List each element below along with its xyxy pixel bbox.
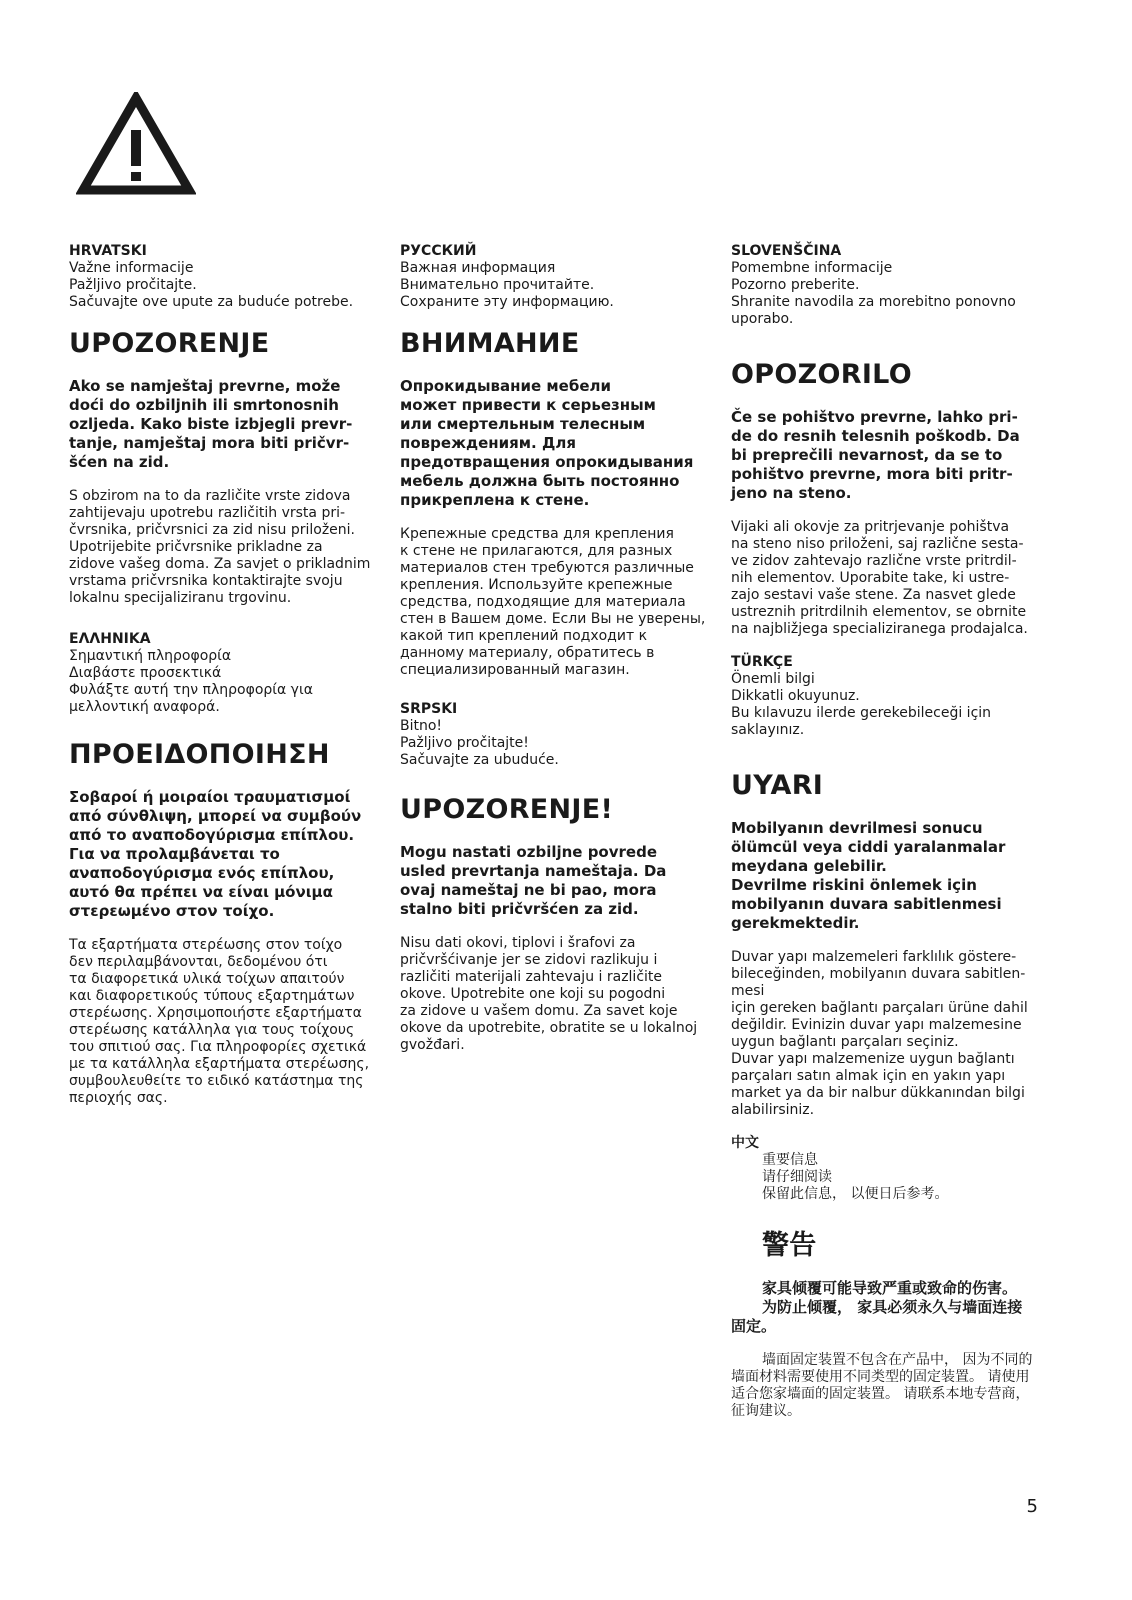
- info-line: Важная информация: [400, 260, 556, 276]
- info-line: 重要信息: [762, 1152, 818, 1168]
- lead-line: ovaj nameštaj ne bi pao, mora: [400, 881, 657, 899]
- warning-body: [731, 519, 1049, 638]
- warning-lead: [69, 788, 387, 921]
- info-line: Сохраните эту информацию.: [400, 294, 614, 310]
- body-line: δεν περιλαμβάνονται, δεδομένου ότι: [69, 954, 328, 970]
- info-line: Bu kılavuzu ilerde gerekebileceği için: [731, 705, 992, 721]
- body-line: okove. Upotrebite one koji su pogodni: [400, 986, 666, 1002]
- body-line: pričvršćivanje jer se zidovi razlikuju i: [400, 952, 658, 968]
- warning-lead: [731, 1279, 1049, 1336]
- info-line: 请仔细阅读: [762, 1169, 832, 1185]
- body-line: Vijaki ali okovje za pritrjevanje pohištva: [731, 519, 1010, 535]
- info-line: Pažljivo pročitajte.: [69, 277, 197, 293]
- body-line: 墙面固定装置不包含在产品中， 因为不同的: [762, 1352, 1033, 1368]
- body-line: με τα κατάλληλα εξαρτήματα στερέωσης,: [69, 1056, 370, 1072]
- body-line: S obzirom na to da različite vrste zidova: [69, 488, 351, 504]
- column-1: [69, 243, 387, 1123]
- lead-line: αυτό θα πρέπει να είναι μόνιμα: [69, 883, 333, 901]
- body-line: zajo sestavi vaše stene. Za nasvet glede: [731, 587, 1016, 603]
- lead-line: bi preprečili nevarnost, da se to: [731, 446, 1003, 464]
- body-line: Upotrijebite pričvrsnike prikladne za: [69, 539, 323, 555]
- lead-line: Mobilyanın devrilmesi sonucu: [731, 819, 983, 837]
- body-line: različiti materijali zahtevaju i različite: [400, 969, 663, 985]
- section-0-1: [69, 631, 387, 1107]
- lead-line: ölümcül veya ciddi yaralanmalar: [731, 838, 1006, 856]
- warning-heading: ΠΡΟΕΙΔΟΠΟΙΗΣΗ: [69, 739, 330, 770]
- lead-line: αναποδογύρισμα ενός επίπλου,: [69, 864, 335, 882]
- lead-line: ozljeda. Kako biste izbjegli prevr-: [69, 415, 353, 433]
- lead-line: прикреплена к стене.: [400, 491, 590, 509]
- body-line: какой тип креплений подходит к: [400, 628, 648, 644]
- body-line: market ya da bir nalbur dükkanından bilgi: [731, 1085, 1025, 1101]
- lead-line: 固定。: [731, 1317, 777, 1335]
- lead-line: Опрокидывание мебели: [400, 377, 611, 395]
- warning-lead: [400, 843, 718, 919]
- body-line: στερέωσης κατάλληλα για τους τοίχους: [69, 1022, 355, 1038]
- column-3: [731, 243, 1049, 1436]
- language-label: РУССКИЙ: [400, 243, 477, 259]
- warning-heading: ВНИМАНИЕ: [400, 328, 580, 359]
- body-line: специализированный магазин.: [400, 662, 630, 678]
- body-line: 墙面材料需要使用不同类型的固定装置。 请使用: [731, 1369, 1030, 1385]
- lead-line: στερεωμένο στον τοίχο.: [69, 902, 275, 920]
- body-line: стен в Вашем доме. Если Вы не уверены,: [400, 611, 706, 627]
- info-line: Διαβάστε προσεκτικά: [69, 665, 222, 681]
- body-line: mesi: [731, 983, 765, 999]
- lead-line: από σύνθλιψη, μπορεί να συμβούν: [69, 807, 362, 825]
- info-line: Pažljivo pročitajte!: [400, 735, 529, 751]
- lead-line: или смертельным телесным: [400, 415, 646, 433]
- info-line: Dikkatli okuyunuz.: [731, 688, 860, 704]
- warning-body: [69, 488, 387, 607]
- warning-lead: [731, 819, 1049, 933]
- body-line: материалов стен требуются различные: [400, 560, 694, 576]
- body-line: parçaları satın almak için en yakın yapı: [731, 1068, 1006, 1084]
- info-line: Внимательно прочитайте.: [400, 277, 595, 293]
- section-2-1: [731, 654, 1049, 1119]
- body-line: ve zidov zahtevajo različne vrste pritrdil-: [731, 553, 1017, 569]
- language-label: SRPSKI: [400, 701, 458, 717]
- info-line: Φυλάξτε αυτή την πληροφορία για: [69, 682, 313, 698]
- info-line: μελλοντική αναφορά.: [69, 699, 220, 715]
- body-line: için gereken bağlantı parçaları ürüne dahil: [731, 1000, 1028, 1016]
- warning-body: [400, 526, 718, 679]
- body-line: uygun bağlantı parçaları seçiniz.: [731, 1034, 959, 1050]
- lead-line: 为防止倾覆， 家具必须永久与墙面连接: [762, 1298, 1023, 1316]
- language-label: HRVATSKI: [69, 243, 147, 259]
- body-line: συμβουλευθείτε το ειδικό κατάστημα της: [69, 1073, 364, 1089]
- body-line: ustreznih pritrdilnih elementov, se obrnite: [731, 604, 1027, 620]
- warning-body: [400, 935, 718, 1054]
- body-line: na steno niso priloženi, saj različne sesta-: [731, 536, 1024, 552]
- body-line: Τα εξαρτήματα στερέωσης στον τοίχο: [69, 937, 343, 953]
- info-line: Σημαντική πληροφορία: [69, 648, 232, 664]
- lead-line: Devrilme riskini önlemek için: [731, 876, 977, 894]
- body-line: değildir. Evinizin duvar yapı malzemesine: [731, 1017, 1022, 1033]
- section-1-0: [400, 243, 718, 679]
- lead-line: šćen na zid.: [69, 453, 170, 471]
- warning-lead: [69, 377, 387, 472]
- body-line: 征询建议。: [731, 1403, 801, 1419]
- info-line: Bitno!: [400, 718, 443, 734]
- lead-line: Σοβαροί ή μοιραίοι τραυματισμοί: [69, 788, 351, 806]
- lead-line: jeno na steno.: [731, 484, 852, 502]
- body-line: zidove vašeg doma. Za savjet o prikladnim: [69, 556, 371, 572]
- lead-line: Mogu nastati ozbiljne povrede: [400, 843, 657, 861]
- info-line: saklayınız.: [731, 722, 805, 738]
- lead-line: может привести к серьезным: [400, 396, 656, 414]
- body-line: средства, подходящие для материала: [400, 594, 686, 610]
- lead-line: 家具倾覆可能导致严重或致命的伤害。: [762, 1279, 1018, 1297]
- warning-heading: UPOZORENJE: [69, 328, 270, 359]
- body-line: zahtijevaju upotrebu različitih vrsta pri-: [69, 505, 346, 521]
- body-line: крепления. Используйте крепежные: [400, 577, 673, 593]
- lead-line: Če se pohištvo prevrne, lahko pri-: [731, 408, 1018, 426]
- warning-lead: [731, 408, 1049, 503]
- body-line: bileceğinden, mobilyanın duvara sabitlen-: [731, 966, 1026, 982]
- info-line: Shranite navodila za morebitno ponovno: [731, 294, 1016, 310]
- section-2-0: [731, 243, 1049, 638]
- body-line: περιοχής σας.: [69, 1090, 168, 1106]
- body-line: τα διαφορετικά υλικά τοίχων απαιτούν: [69, 971, 345, 987]
- body-line: vrstama pričvrsnika kontaktirajte svoju: [69, 573, 343, 589]
- body-line: na najbližjega specializiranega prodajalca.: [731, 621, 1028, 637]
- info-line: Pozorno preberite.: [731, 277, 860, 293]
- lead-line: tanje, namještaj mora biti pričvr-: [69, 434, 350, 452]
- lead-line: Για να προλαμβάνεται το: [69, 845, 280, 863]
- warning-heading: OPOZORILO: [731, 359, 912, 390]
- lead-line: gerekmektedir.: [731, 914, 860, 932]
- section-2-2: [731, 1135, 1049, 1420]
- language-label: ΕΛΛΗΝΙΚΑ: [69, 631, 151, 647]
- lead-line: повреждениям. Для: [400, 434, 576, 452]
- lead-line: pohištvo prevrne, mora biti pritr-: [731, 465, 1013, 483]
- lead-line: stalno biti pričvršćen za zid.: [400, 900, 639, 918]
- body-line: za zidove u vašem domu. Za savet koje: [400, 1003, 678, 1019]
- body-line: Крепежные средства для крепления: [400, 526, 674, 542]
- section-0-0: [69, 243, 387, 607]
- body-line: okove da upotrebite, obratite se u lokalnoj: [400, 1020, 698, 1036]
- warning-heading: UYARI: [731, 770, 824, 801]
- body-line: gvožđari.: [400, 1037, 465, 1053]
- body-line: čvrsnika, pričvrsnici za zid nisu priloženi.: [69, 522, 355, 538]
- warning-triangle-icon: [76, 92, 196, 196]
- lead-line: usled prevrtanja nameštaja. Da: [400, 862, 667, 880]
- body-line: к стене не прилагаются, для разных: [400, 543, 673, 559]
- lead-line: de do resnih telesnih poškodb. Da: [731, 427, 1020, 445]
- body-line: Duvar yapı malzemenize uygun bağlantı: [731, 1051, 1015, 1067]
- info-line: Önemli bilgi: [731, 671, 815, 687]
- warning-body: [69, 937, 387, 1107]
- info-line: Važne informacije: [69, 260, 194, 276]
- warning-body: [731, 949, 1049, 1119]
- body-line: του σπιτιού σας. Για πληροφορίες σχετικά: [69, 1039, 367, 1055]
- info-line: uporabo.: [731, 311, 794, 327]
- info-line: Sačuvajte ove upute za buduće potrebe.: [69, 294, 354, 310]
- body-line: nih elementov. Uporabite take, ki ustre-: [731, 570, 1010, 586]
- info-line: Pomembne informacije: [731, 260, 893, 276]
- body-line: 适合您家墙面的固定装置。 请联系本地专营商，: [731, 1386, 1030, 1402]
- body-line: και διαφορετικούς τύπους εξαρτημάτων: [69, 988, 355, 1004]
- warning-lead: [400, 377, 718, 510]
- body-line: lokalnu specijaliziranu trgovinu.: [69, 590, 292, 606]
- lead-line: предотвращения опрокидывания: [400, 453, 694, 471]
- column-2: [400, 243, 718, 1070]
- warning-heading: 警告: [762, 1230, 817, 1261]
- warning-body: [731, 1352, 1049, 1420]
- body-line: данному материалу, обратитесь в: [400, 645, 655, 661]
- body-line: στερέωσης. Χρησιμοποιήστε εξαρτήματα: [69, 1005, 362, 1021]
- language-label: SLOVENŠČINA: [731, 243, 842, 259]
- info-line: 保留此信息， 以便日后参考。: [762, 1186, 949, 1202]
- section-1-1: [400, 701, 718, 1054]
- lead-line: από το αναποδογύρισμα επίπλου.: [69, 826, 355, 844]
- language-label: TÜRKÇE: [731, 654, 793, 670]
- page-number: 5: [1026, 1496, 1038, 1517]
- info-line: Sačuvajte za ubuduće.: [400, 752, 559, 768]
- language-label: 中文: [731, 1135, 759, 1151]
- lead-line: meydana gelebilir.: [731, 857, 887, 875]
- lead-line: doći do ozbiljnih ili smrtonosnih: [69, 396, 339, 414]
- body-line: Nisu dati okovi, tiplovi i šrafovi za: [400, 935, 636, 951]
- lead-line: мебель должна быть постоянно: [400, 472, 680, 490]
- warning-heading: UPOZORENJE!: [400, 794, 614, 825]
- body-line: alabilirsiniz.: [731, 1102, 815, 1118]
- body-line: Duvar yapı malzemeleri farklılık göstere-: [731, 949, 1017, 965]
- lead-line: mobilyanın duvara sabitlenmesi: [731, 895, 1002, 913]
- lead-line: Ako se namještaj prevrne, može: [69, 377, 341, 395]
